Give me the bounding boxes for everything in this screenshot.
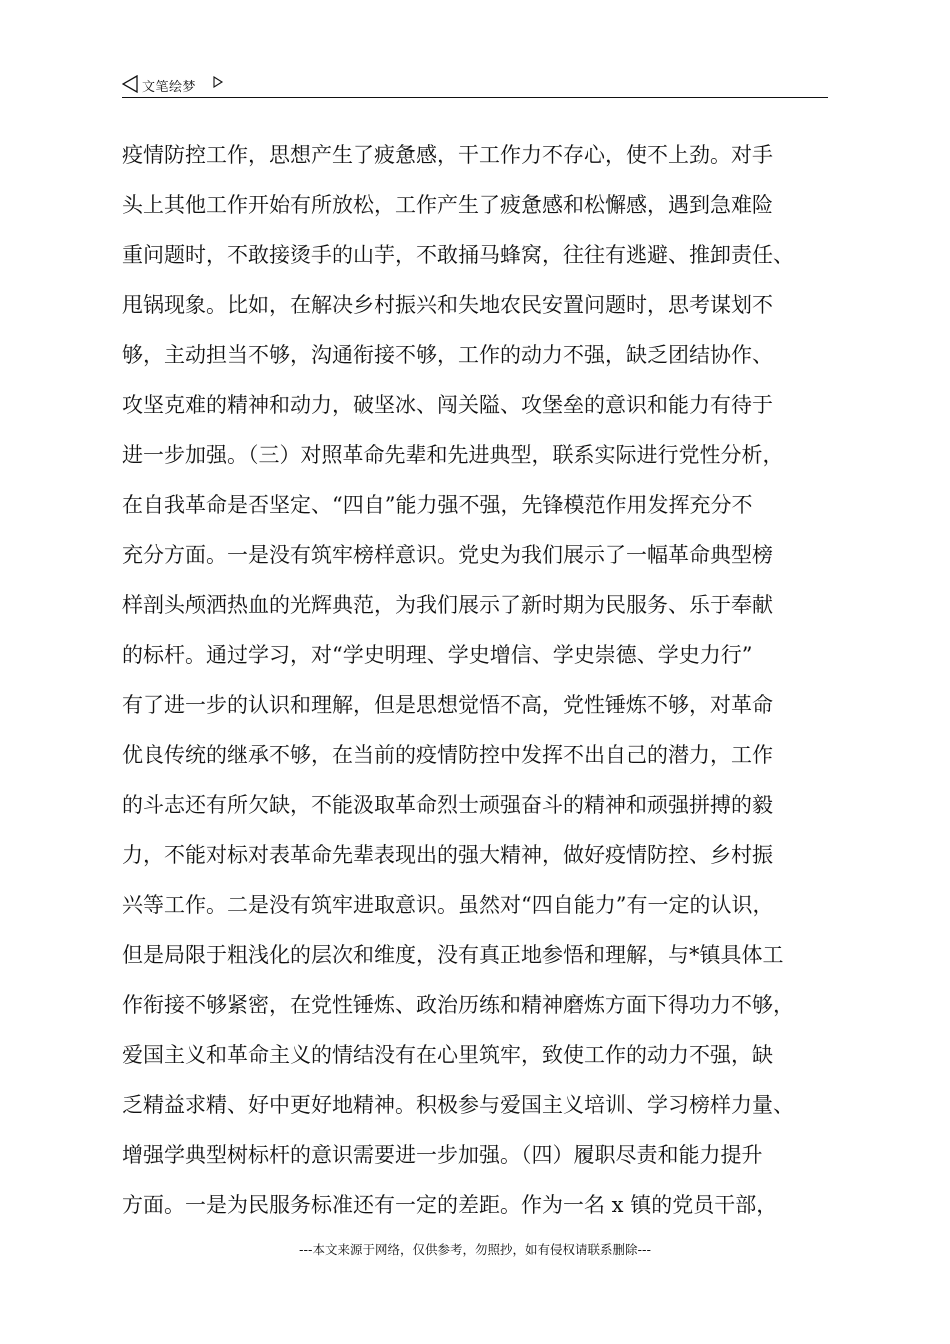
body-text <box>122 130 836 1230</box>
triangle-right-icon <box>212 75 224 89</box>
text-line: 的标杆。通过学习，对“学史明理、学史增信、学史崇德、学史力行” <box>122 643 753 667</box>
text-line: 乏精益求精、好中更好地精神。积极参与爱国主义培训、学习榜样力量、 <box>122 1093 794 1117</box>
header-title: 文笔绘梦 <box>142 80 197 95</box>
text-line: 增强学典型树标杆的意识需要进一步加强。（四）履职尽责和能力提升 <box>122 1143 763 1167</box>
text-line: 充分方面。一是没有筑牢榜样意识。党史为我们展示了一幅革命典型榜 <box>122 543 773 567</box>
text-line: 爱国主义和革命主义的情结没有在心里筑牢，致使工作的动力不强，缺 <box>122 1043 773 1067</box>
text-line: 的斗志还有所欠缺，不能汲取革命烈士顽强奋斗的精神和顽强拼搏的毅 <box>122 793 773 817</box>
text-line: 方面。一是为民服务标准还有一定的差距。作为一名 x 镇的党员干部， <box>122 1193 778 1217</box>
text-line: 兴等工作。二是没有筑牢进取意识。虽然对“四自能力”有一定的认识， <box>122 893 774 917</box>
text-line: 重问题时，不敢接烫手的山芋，不敢捅马蜂窝，往往有逃避、推卸责任、 <box>122 243 794 267</box>
text-line: 进一步加强。（三）对照革命先辈和先进典型，联系实际进行党性分析， <box>122 443 784 467</box>
text-line: 头上其他工作开始有所放松，工作产生了疲惫感和松懈感，遇到急难险 <box>122 193 773 217</box>
text-line: 疫情防控工作，思想产生了疲惫感，干工作力不存心，使不上劲。对手 <box>122 143 773 167</box>
text-line: 有了进一步的认识和理解，但是思想觉悟不高，党性锤炼不够，对革命 <box>122 693 773 717</box>
text-line: 优良传统的继承不够，在当前的疫情防控中发挥不出自己的潜力，工作 <box>122 743 773 767</box>
text-line: 作衔接不够紧密，在党性锤炼、政治历练和精神磨炼方面下得功力不够， <box>122 993 794 1017</box>
text-line: 在自我革命是否坚定、“四自”能力强不强，先锋模范作用发挥充分不 <box>122 493 753 517</box>
text-line: 攻坚克难的精神和动力，破坚冰、闯关隘、攻堡垒的意识和能力有待于 <box>122 393 773 417</box>
header-rule <box>122 97 828 98</box>
page-header <box>122 72 828 98</box>
text-line: 够，主动担当不够，沟通衔接不够，工作的动力不强，缺乏团结协作、 <box>122 343 773 367</box>
text-line: 样剖头颅洒热血的光辉典范，为我们展示了新时期为民服务、乐于奉献 <box>122 593 773 617</box>
text-line: 但是局限于粗浅化的层次和维度，没有真正地参悟和理解，与*镇具体工 <box>122 943 784 967</box>
text-line: 甩锅现象。比如，在解决乡村振兴和失地农民安置问题时，思考谋划不 <box>122 293 773 317</box>
page-footer: ---本文来源于网络，仅供参考，勿照抄，如有侵权请联系删除--- <box>298 1242 652 1257</box>
text-line: 力，不能对标对表革命先辈表现出的强大精神，做好疫情防控、乡村振 <box>122 843 773 867</box>
